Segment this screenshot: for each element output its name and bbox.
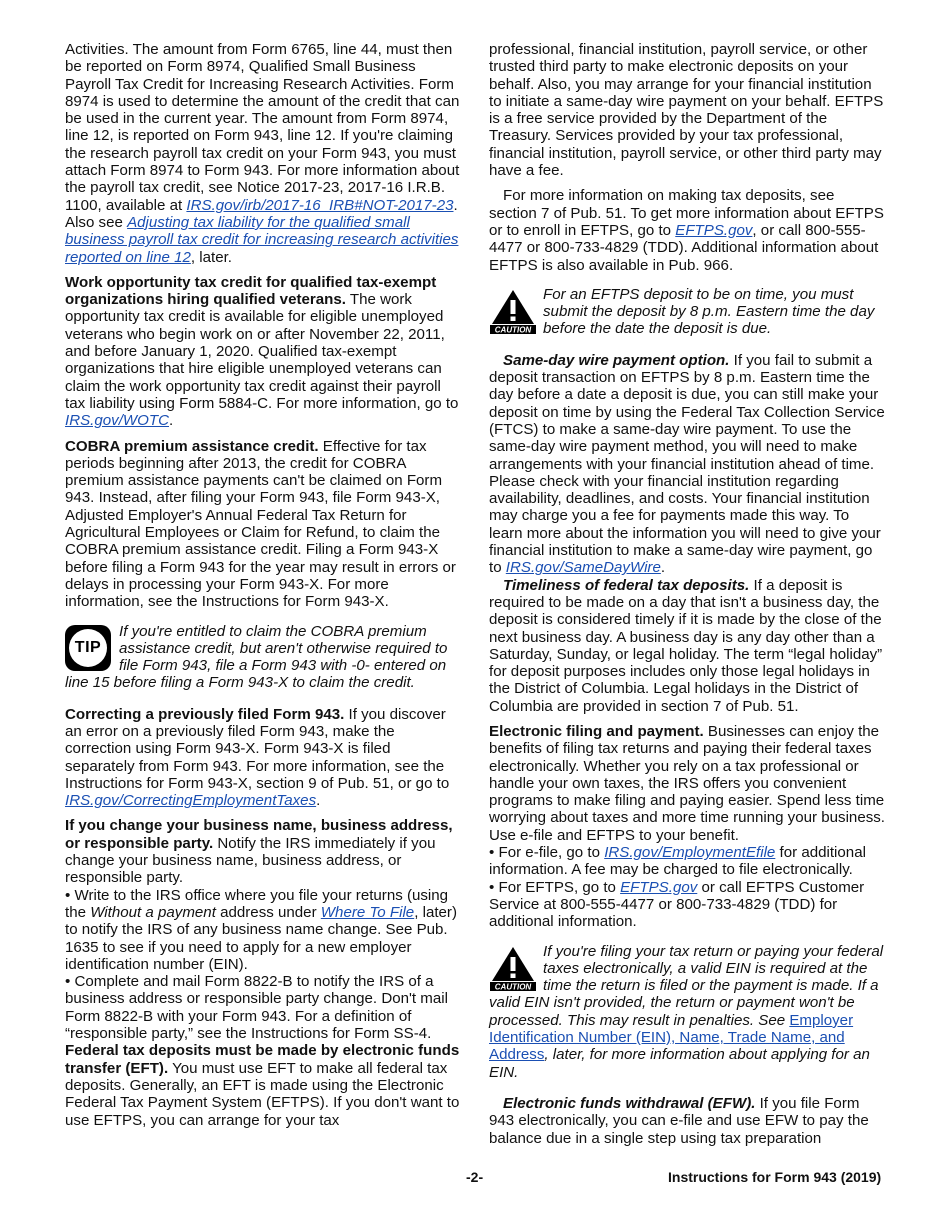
svg-text:CAUTION: CAUTION bbox=[494, 982, 532, 991]
tip-note bbox=[65, 623, 461, 692]
efw-heading: Electronic funds withdrawal (EFW). bbox=[503, 1094, 756, 1112]
wotc-link[interactable]: IRS.gov/WOTC bbox=[65, 412, 169, 430]
list-item: • For EFTPS, go to EFTPS.gov or call EFTPS Customer Service at 800-555-4477 or 800-733-4829 (TDD) for additional information. bbox=[489, 878, 865, 931]
cobra-heading: COBRA premium assistance credit. bbox=[65, 437, 319, 455]
electronic-filing-heading: Electronic filing and payment. bbox=[489, 722, 704, 740]
where-to-file-link[interactable]: Where To File bbox=[320, 903, 415, 921]
change-heading: If you change your business name, business address, or responsible party. bbox=[65, 817, 453, 852]
eft-paragraph: Federal tax deposits must be made by electronic funds transfer (EFT). You must use EFT to make all federal tax deposits. Generally, an EFT is made using the Electronic Federal Tax Payment System (EFTPS). If you don't want to use EFTPS, you can arrange for your tax bbox=[65, 1042, 460, 1129]
same-day-wire-heading: Same-day wire payment option. bbox=[503, 351, 730, 369]
svg-text:CAUTION: CAUTION bbox=[494, 325, 532, 334]
list-item: • Complete and mail Form 8822-B to notify the IRS of a business address or responsible party change. Don't mail Form 8822-B with your Form 943. For a definition of “responsible party,” see the Instructions for Form SS-4. bbox=[65, 973, 448, 1043]
research-credit-paragraph: Activities. The amount from Form 6765, line 44, must then be reported on Form 8974, Qualified Small Business Payroll Tax Credit for Increasing Research Activities. Form 8974 is used to determine the amount of the credit that can be used in the current year. The amount from Form 8974, line 12, is reported on Form 943, line 12. If you're claiming the research payroll tax credit on your Form 943, you must attach Form 8974 to Form 943. For more information about the payroll tax credit, see Notice 2017-23, 2017-16 I.R.B. 1100, available at IRS.gov/irb/2017-16_IRB#NOT-2017-23. Also see Adjusting tax liability for the qualified small business payroll tax credit for increasing research activities reported on line 12, later. bbox=[65, 41, 460, 266]
left-column bbox=[65, 41, 461, 1137]
caution-note-deposit bbox=[489, 286, 885, 338]
eftps-info-paragraph: For more information on making tax deposits, see section 7 of Pub. 51. To get more information about EFTPS or to enroll in EFTPS, go to EFTPS.gov, or call 800-555-4477 or 800-733-4829 (TDD). Additional information about EFTPS is also available in Pub. 966. bbox=[489, 187, 884, 274]
eftps-link[interactable]: EFTPS.gov bbox=[675, 221, 753, 239]
caution-text: For an EFTPS deposit to be on time, you must submit the deposit by 8 p.m. Eastern time the day before the date the deposit is due. bbox=[543, 285, 875, 338]
timeliness-paragraph: Timeliness of federal tax deposits. If a deposit is required to be made on a day that isn't a business day, the deposit is considered timely if it is made by the close of the next business day. A business day is any day other than a Saturday, Sunday, or legal holiday. The term “legal holiday” for deposit purposes includes only those legal holidays in the District of Columbia. Legal holidays in the District of Columbia are provided in section 7 of Pub. 51. bbox=[489, 576, 883, 715]
eftps-link-2[interactable]: EFTPS.gov bbox=[620, 878, 698, 896]
correcting-heading: Correcting a previously filed Form 943. bbox=[65, 705, 345, 723]
irb-notice-link[interactable]: IRS.gov/irb/2017-16_IRB#NOT-2017-23 bbox=[186, 196, 454, 214]
change-paragraph: If you change your business name, business address, or responsible party. Notify the IRS immediately if you change your business name, business address, or responsible party. bbox=[65, 817, 453, 887]
correcting-employment-taxes-link[interactable]: IRS.gov/CorrectingEmploymentTaxes bbox=[65, 792, 317, 810]
caution-icon bbox=[489, 288, 537, 334]
tip-icon: TIP bbox=[65, 625, 113, 671]
footer-title: Instructions for Form 943 (2019) bbox=[668, 1169, 882, 1185]
wotc-paragraph: Work opportunity tax credit for qualified tax-exempt organizations hiring qualified veterans. The work opportunity tax credit is available for eligible unemployed veterans who begin work on or after November 22, 2011, and before January 1, 2020. Qualified tax-exempt organizations that hire eligible unemployed veterans can claim the work opportunity tax credit against their payroll tax liability using Form 5884-C. For more information, go to IRS.gov/WOTC. bbox=[65, 273, 459, 430]
tip-text: If you're entitled to claim the COBRA premium assistance credit, but aren't otherwise required to file Form 943, file a Form 943 with -0- entered on line 15 before filing a Form 943-X to claim the credit. bbox=[65, 622, 448, 692]
page-number: -2- bbox=[466, 1169, 484, 1185]
same-day-wire-link[interactable]: IRS.gov/SameDayWire bbox=[505, 559, 661, 577]
ein-link[interactable]: Employer Identification Number (EIN), Name, Trade Name, and Address bbox=[489, 1011, 854, 1064]
right-column bbox=[489, 41, 885, 1147]
eft-continued-paragraph: professional, financial institution, payroll service, or other trusted third party to make electronic deposits on your behalf. Also, you may arrange for your financial institution to initiate a same-day wire payment on your behalf. EFTPS is a free service provided by the Department of the Treasury. Services provided by your tax professional, financial institution, payroll service, or other third party may have a fee. bbox=[489, 41, 884, 180]
wotc-heading: Work opportunity tax credit for qualified tax-exempt organizations hiring qualified veterans. bbox=[65, 273, 437, 309]
same-day-wire-paragraph: Same-day wire payment option. If you fail to submit a deposit transaction on EFTPS by 8 p.m. Eastern time the day before a date a deposit is due, you can still make your deposit on time by using the Federal Tax Collection Service (FTCS) to make a same-day wire payment. To use the same-day wire payment method, you will need to make arrangements with your financial institution ahead of time. Please check with your financial institution regarding availability, deadlines, and costs. Your financial institution may charge you a fee for payments made this way. To learn more about the information you will need to give your financial institution to make a same-day wire payment, go to IRS.gov/SameDayWire. bbox=[489, 351, 885, 577]
cobra-paragraph: COBRA premium assistance credit. Effective for tax periods beginning after 2013, the credit for COBRA premium assistance payments can't be claimed on Form 943. Instead, after filing your Form 943, file Form 943-X, Adjusted Employer's Annual Federal Tax Return for Agricultural Employees or Claim for Refund, to claim the COBRA premium assistance credit. Filing a Form 943-X before filing a Form 943 for the year may result in errors or delays in processing your Form 943-X. For more information, see the Instructions for Form 943-X. bbox=[65, 437, 456, 611]
timeliness-heading: Timeliness of federal tax deposits. bbox=[503, 576, 750, 594]
electronic-filing-paragraph: Electronic filing and payment. Businesses can enjoy the benefits of filing tax returns and paying their federal taxes electronically. Whether you rely on a tax professional or handle your own taxes, the IRS offers you convenient programs to make filing and paying easier. Spend less time worrying about taxes and more time running your business. Use e-file and EFTPS to your benefit. bbox=[489, 722, 885, 844]
eft-heading: Federal tax deposits must be made by electronic funds transfer (EFT). bbox=[65, 1042, 460, 1077]
list-item: • For e-file, go to IRS.gov/EmploymentEfile for additional information. A fee may be charged to file electronically. bbox=[489, 844, 866, 879]
employment-efile-link[interactable]: IRS.gov/EmploymentEfile bbox=[604, 844, 776, 862]
caution-icon bbox=[489, 945, 537, 991]
list-item: • Write to the IRS office where you file your returns (using the Without a payment address under Where To File, later) to notify the IRS of any business name change. See Pub. 1635 to see if you need to apply for a new employer identification number (EIN). bbox=[65, 886, 457, 973]
caution-note-ein: CAUTION If you're filing your tax return or paying your federal taxes electronically, a valid EIN is required at the time the return is filed or the payment is made. If a valid EIN isn't provided, the return or payment won't be processed. This may result in penalties. See Employer Identification Number (EIN), Name, Trade Name, and Address, later, for more information about applying for an EIN. bbox=[489, 942, 884, 1081]
correcting-paragraph: Correcting a previously filed Form 943. If you discover an error on a previously filed Form 943, make the correction using Form 943-X. Form 943-X is filed separately from Form 943. For more information, see the Instructions for Form 943-X, section 9 of Pub. 51, or go to IRS.gov/CorrectingEmploymentTaxes. bbox=[65, 705, 450, 810]
adjusting-tax-liability-link[interactable]: Adjusting tax liability for the qualified small business payroll tax credit for increasing research activities reported on line 12 bbox=[65, 213, 459, 266]
efw-paragraph: Electronic funds withdrawal (EFW). If you file Form 943 electronically, you can e-file and use EFW to pay the balance due in a single step using tax preparation bbox=[489, 1094, 869, 1147]
